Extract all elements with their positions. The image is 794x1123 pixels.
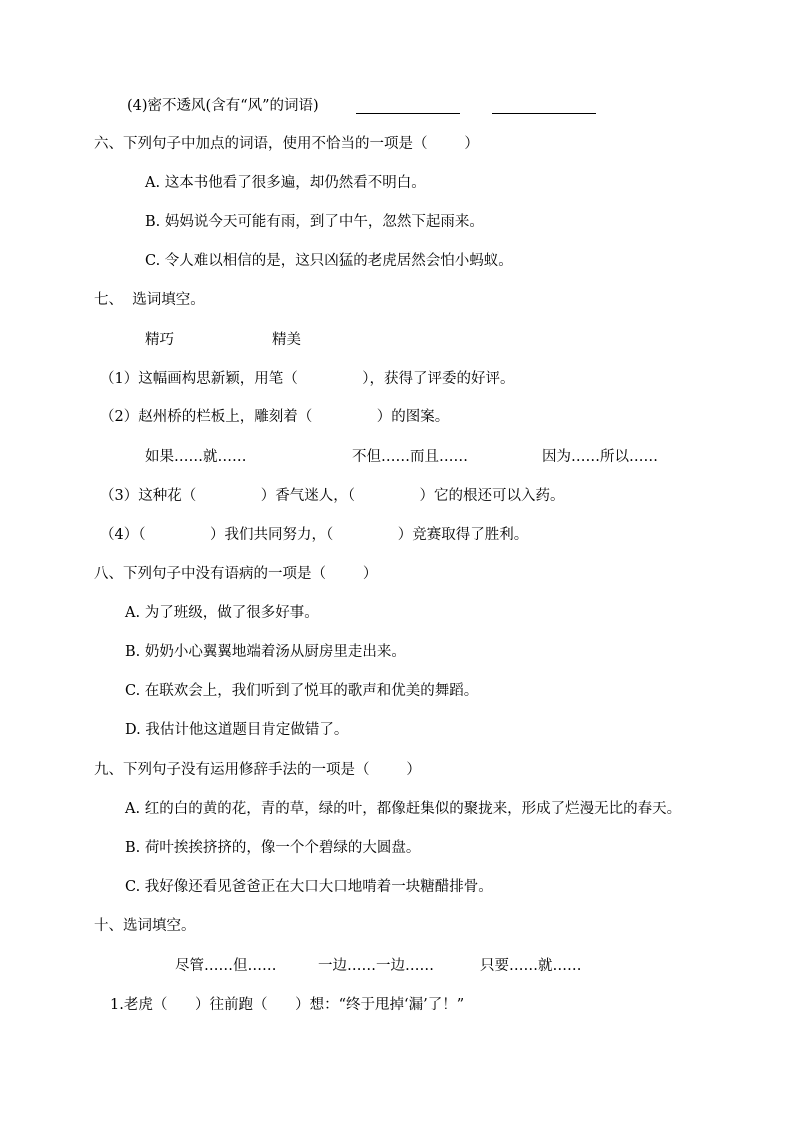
q6-option-a: A. 这本书他看了很多遍，却仍然看不明白。	[145, 175, 426, 191]
q8-option-b: B. 奶奶小心翼翼地端着汤从厨房里走出来。	[125, 644, 406, 660]
q7-word-1: 精巧	[145, 332, 174, 348]
q5-item4: (4)密不透风(含有“风”的词语)	[127, 98, 319, 114]
q7-item-4: （4）（ ）我们共同努力，（ ）竞赛取得了胜利。	[100, 527, 529, 543]
q8-option-d: D. 我估计他这道题目肯定做错了。	[125, 722, 349, 738]
q7-item-1: （1）这幅画构思新颖，用笔（ ），获得了评委的好评。	[100, 371, 515, 387]
q9-title: 九、下列句子没有运用修辞手法的一项是（ ）	[94, 762, 421, 778]
q7-title: 七、 选词填空。	[94, 292, 205, 308]
q7-word-3: 如果……就……	[145, 449, 247, 465]
q7-word-5: 因为……所以……	[542, 449, 658, 465]
q10-item-1: 1.老虎（ ）往前跑（ ）想：“终于甩掉‘漏’了！”	[110, 997, 465, 1013]
q10-word-1: 尽管……但……	[175, 958, 277, 974]
q8-option-a: A. 为了班级，做了很多好事。	[125, 605, 319, 621]
q5-blank-2[interactable]	[492, 113, 596, 114]
q8-option-c: C. 在联欢会上，我们听到了悦耳的歌声和优美的舞蹈。	[125, 683, 479, 699]
q10-word-3: 只要……就……	[480, 958, 582, 974]
q6-title: 六、下列句子中加点的词语，使用不恰当的一项是（ ）	[94, 136, 479, 152]
q6-option-b: B. 妈妈说今天可能有雨，到了中午，忽然下起雨来。	[145, 214, 484, 230]
q5-blank-1[interactable]	[356, 113, 460, 114]
q8-title: 八、下列句子中没有语病的一项是（ ）	[94, 566, 378, 582]
q9-option-c: C. 我好像还看见爸爸正在大口大口地啃着一块糖醋排骨。	[125, 879, 493, 895]
q9-option-a: A. 红的白的黄的花，青的草，绿的叶，都像赶集似的聚拢来，形成了烂漫无比的春天。	[125, 801, 682, 817]
q10-title: 十、选词填空。	[94, 918, 196, 934]
q6-option-c: C. 令人难以相信的是，这只凶猛的老虎居然会怕小蚂蚁。	[145, 253, 513, 269]
q9-option-b: B. 荷叶挨挨挤挤的，像一个个碧绿的大圆盘。	[125, 840, 421, 856]
q7-item-3: （3）这种花（ ）香气迷人，（ ）它的根还可以入药。	[100, 488, 565, 504]
q7-item-2: （2）赵州桥的栏板上，雕刻着（ ）的图案。	[100, 409, 450, 425]
q10-word-2: 一边……一边……	[318, 958, 434, 974]
q7-word-2: 精美	[272, 332, 301, 348]
q7-word-4: 不但……而且……	[352, 449, 468, 465]
